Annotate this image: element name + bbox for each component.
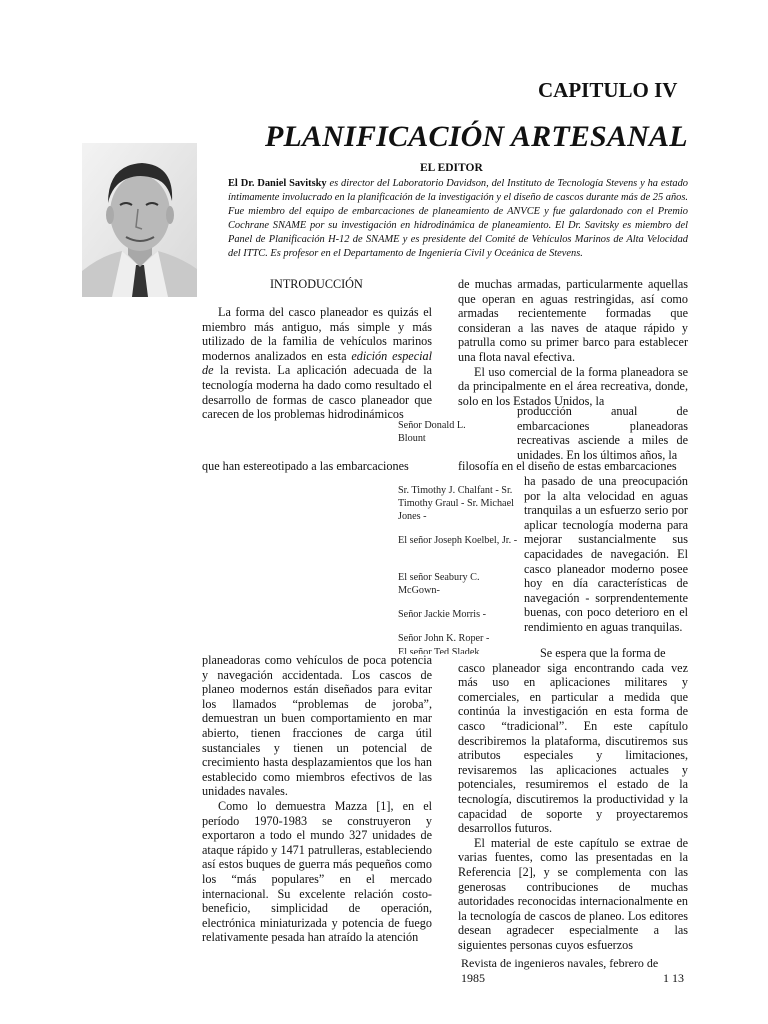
editor-bio-text: es director del Laboratorio Davidson, del Instituto de Tecnología Stevens y ha estado íntimamente involucrado en la planificación de la investigación y el diseño de cascos durante más de 25 años. Fue miembro del equipo de embarcaciones de planeamiento de ANVCE y fue galardonado con el Premio Cochrane SNAME por su investigación en hidrodinámica de planeamiento. El Dr. Savitsky es miembro del Panel de Planificación H-12 de SNAME y es presidente del Comité de Vehículos Marinos de Alta Velocidad del ITTC. Es profesor en el Departamento de Ingeniería Civil y Oceánica de Stevens. [228, 178, 688, 259]
right-column-wrapped-text: producción anual de embarcaciones planeadoras recreativas asciende a miles de unidades. En los últimos años, la [517, 404, 688, 462]
chapter-title: PLANIFICACIÓN ARTESANAL [265, 120, 688, 153]
sidebar-name: Sr. Timothy J. Chalfant - Sr. Timothy Graul - Sr. Michael Jones - [398, 485, 514, 523]
left-column-line: que han estereotipado a las embarcaciones [202, 459, 409, 473]
paragraph: planeadoras como vehículos de poca potencia y navegación accidentada. Los cascos de planeo modernos están diseñados para evitar los llamados “problemas de joroba”, demuestran un buen comportamiento en mar abierto, tienen fracciones de carga útil sustanciales y tienen un potencial de crecimiento hasta desplazamientos que los han establecido como miembros efectivos de las unidades navales. [202, 653, 432, 799]
introduction-heading: INTRODUCCIÓN [270, 277, 363, 291]
left-column-paragraph-1 [202, 305, 432, 422]
sidebar-name: Señor Donald L. Blount [398, 420, 466, 445]
paragraph-text: la revista. La aplicación adecuada de la tecnología moderna ha dado como resultado el desarrollo de formas de casco planeador que carecen de los problemas hidrodinámicos [202, 363, 432, 422]
sidebar-name: Señor John K. Roper - [398, 633, 490, 644]
sidebar-name: El señor Ted Sladek [398, 647, 480, 654]
right-column-paragraphs [458, 277, 688, 408]
paragraph-start: Se espera que la forma de [540, 646, 666, 660]
paragraph: casco planeador siga encontrando cada vez más uso en aplicaciones militares y comerciales, en particular a medida que continúa la investigación en esta forma de casco “tradicional”. En este capítulo describiremos la plataforma, discutiremos sus atributos especiales y limitaciones, revisaremos las aplicaciones actuales y potenciales, resumiremos el estado de la tecnología, discutiremos la productividad y la capacidad de soporte y proyectaremos desarrollos futuros. [458, 660, 688, 836]
sidebar-name: El señor Joseph Koelbel, Jr. - [398, 535, 518, 546]
paragraph: El uso comercial de la forma planeadora se da principalmente en el área recreativa, donde, solo en los Estados Unidos, la [458, 364, 688, 408]
journal-footer [461, 956, 671, 986]
chapter-heading: CAPITULO IV [538, 78, 678, 102]
sidebar-name: El señor Seabury C. McGown- [398, 572, 480, 597]
paragraph: Como lo demuestra Mazza [1], en el período 1970-1983 se construyeron y exportaron a todo el mundo 327 unidades de ataque rápido y 1471 patrulleras, estableciendo así estos buques de guerra más pequeños como los “más populares” en el mercado internacional. Su excelente relación costo-beneficio, simplicidad de operación, electrónica miniaturizada y potencia de fuego relativamente pesada han atraído la atención [202, 798, 432, 945]
paragraph: de muchas armadas, particularmente aquellas que operan en aguas restringidas, así como armadas recientemente formadas que consideran a las naves de ataque rápido y patrulla como su primer barco para establecer una flota naval efectiva. [458, 277, 688, 364]
emphasis-text: edición especial de [202, 348, 432, 378]
page-number: 1 13 [663, 971, 684, 985]
editor-name: El Dr. Daniel Savitsky [228, 178, 327, 189]
editor-portrait-photo [82, 143, 197, 297]
editor-bio [228, 177, 688, 260]
editor-heading: EL EDITOR [420, 162, 483, 174]
right-column-wrapped-text: ha pasado de una preocupación por la alta velocidad en aguas tranquilas a un esfuerzo serio por aplicar tecnología moderna para mejorar sustancialmente sus capacidades de navegación. El casco planeador moderno posee hoy en día características de navegación - sorprendentemente buenas, con poco deterioro en el rendimiento en aguas tranquilas. [524, 474, 688, 634]
journal-citation: Revista de ingenieros navales, febrero de 1985 [461, 956, 659, 985]
right-column-line: filosofía en el diseño de estas embarcaciones [458, 459, 677, 473]
sidebar-name: Señor Jackie Morris - [398, 609, 486, 620]
left-column-paragraphs [202, 653, 432, 945]
right-column-paragraphs-lower [458, 646, 688, 952]
paragraph: El material de este capítulo se extrae de varias fuentes, como las presentadas en la Referencia [2], y se complementa con las generosas contribuciones de muchas autoridades reconocidas internacionalmente en la tecnología de cascos de planeo. Los editores desean agradecer especialmente a las siguientes personas cuyos esfuerzos [458, 835, 688, 952]
paragraph-text: La forma del casco planeador es quizás el miembro más antiguo, más simple y más utilizado de la familia de vehículos marinos modernos analizados en esta [202, 305, 432, 363]
